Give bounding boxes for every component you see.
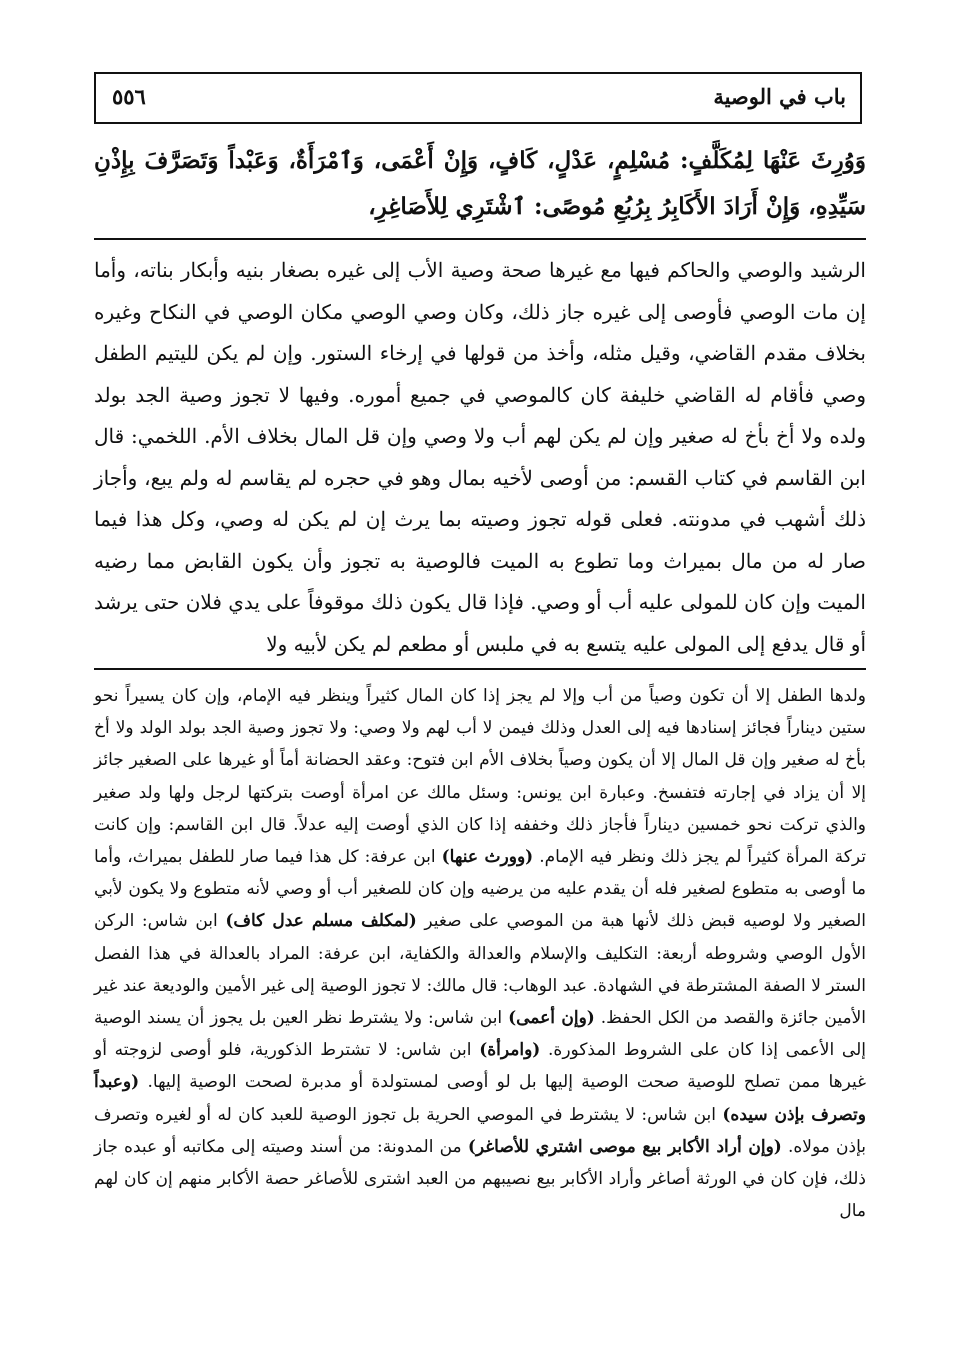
notes-text: ابن عرفة: كل هذا فيما صار للطفل بميراث، وأما ما أوصى به متطوع لصغير فله أن يقدم عليه من يرضيه وإن كان للصغير أب أو وصي لأنه متطوع ولا يكون لأبي الصغير ولا لوصيه قبض ذلك لأنها هبة من الموصي على صغير — [94, 847, 867, 932]
quoted-keyword: (وامرأة) — [479, 1040, 541, 1061]
notes-text: ابن شاس: لا يشترط في الموصي الحرية بل تجوز الوصية للعبد كان له أو لغيره وتصرف بإذن مولاه. — [94, 1104, 867, 1157]
chapter-title: باب في الوصية — [713, 84, 846, 109]
quoted-keyword: (وإن أراد الأكابر بيع موصى اشتري للأصاغر) — [467, 1136, 782, 1157]
notes-paragraph — [94, 680, 866, 1227]
sharh-paragraph: الرشيد والوصي والحاكم فيها مع غيرها صحة وصية الأب إلى غيره بصغار بنيه وأبكار بناته، وأما إن مات الوصي فأوصى إلى غيره جاز ذلك، وكان وصي الوصي مكان الوصي في النكاح وغيره بخلاف مقدم القاضي، وقيل مثله، وأخذ من قولها في إرخاء الستور. وإن لم يكن لليتيم الطفل وصي فأقام له القاضي خليفة كان كالموصي في جميع أموره. وفيها لا تجوز وصية الجد بولد ولده ولا أخ بأخ له صغير وإن لم يكن لهم أب ولا وصي وإن قل المال بخلاف الأم. اللخمي: قال ابن القاسم في كتاب القسم: من أوصى لأخيه بمال وهو في حجره لم يقاسم له ولم يبع، وأجاز ذلك أشهب في مدونته. فعلى قوله تجوز وصيته بما يرث إن لم يكن له وصي، وكل هذا فيما صار له من مال بميراث وما تطوع به الميت فالوصية به تجوز وأن يكون القابض مما رضيه الميت وإن كان للمولى عليه أب أو وصي. فإذا قال يكون ذلك موقوفاً على يدي فلان حتى يرشد أو قال يدفع إلى المولى عليه يتسع به في ملبس أو مطعم لم يكن لأبيه ولا — [94, 258, 867, 656]
running-header — [94, 72, 862, 124]
notes-text: من المدونة: من أسند وصيته إلى مكاتبه أو عبده جاز ذلك، فإن كان في الورثة أصاغر وأراد الأكابر بيع نصيبهم من العبد اشترى للأصاغر حصة الأكابر منهم إن كان لهم مال — [94, 1136, 866, 1222]
notes-text-block — [94, 680, 866, 1227]
notes-text: ابن شاس: لا تشترط الذكورية، فلو أوصى لزوجته أو غيرها ممن تصلح للوصية صحت الوصية إليها بل لو أوصى لمستولدة أو مدبرة لصحت الوصية إليها. — [94, 1040, 866, 1093]
notes-text: ولدها الطفل إلا أن تكون وصياً من أب وإلا لم يجز إذا كان المال كثيراً وينظر فيه الإمام، وإن كان يسيراً نحو ستين ديناراً فجائز إسنادها فيه إلى العدل وذلك فيمن لا أب لهم ولا وصي: ولا تجوز وصية الجد بولد الولد ولا أخ بأخ له صغير وإن قل المال إلا أن يكون وصياً بخلاف الأم ابن فتوح: وعقد الحضانة أماً أو غيرها على الصغير جائز إلا أن يزاد في إجارته فتفسخ. وعبارة ابن يونس: وسئل مالك عن امرأة أوصت بتركتها لرجل ولها ولد صغير والذي تركت نحو خمسين ديناراً فأجاز ذلك وخففه إذا كان الذي أوصت إليه عدلاً. قال ابن القاسم: وإن كانت تركة المرأة كثيراً لم يجز ذلك ونظر فيه الإمام. — [94, 686, 867, 868]
notes-text: ابن شاس: الركن الأول الوصي وشروطه أربعة: التكليف والإسلام والعدالة والكفاية، ابن عرفة: المراد بالعدالة في هذا الفصل الستر لا الصفة المشترطة في الشهادة. عبد الوهاب: قال مالك: لا تجوز الوصية إلى غير الأمين والوديعة عند غير الأمين جائزة والقصد من الكل الحفظ. — [94, 911, 867, 1029]
sharh-text-block — [94, 250, 866, 665]
notes-divider — [94, 668, 866, 670]
matn-text-block — [94, 138, 866, 230]
page-number: ٥٥٦ — [112, 84, 146, 109]
quoted-keyword: (لمكلف مسلم عدل كاف) — [225, 911, 417, 932]
matn-paragraph: وَوُرِثَ عَنْهَا لِمُكَلَّفٍ: مُسْلِمٍ، عَدْلٍ، كَافٍ، وَإِنْ أَعْمَى، وَٱمْرَأَةٌ، وَعَبْداً وَتَصَرَّفَ بِإِذْنِ سَيِّدِهِ، وَإِنْ أَرَادَ الأَكَابِرُ بِرُبُعِ مُوصًى: ٱشْتَرِي لِلأَصَاغِرِ، — [94, 147, 866, 220]
notes-text: ابن شاس: ولا يشترط نظر العين بل يجوز أن يسند الوصية إلى الأعمى إذا كان على الشروط المذكورة. — [94, 1008, 866, 1061]
quoted-keyword: (وورث عنها) — [441, 847, 534, 868]
quoted-keyword: (وإن أعمى) — [508, 1008, 595, 1029]
matn-divider — [94, 238, 866, 240]
quoted-keyword: (وعبداً وتصرف بإذن سيده) — [94, 1072, 866, 1125]
